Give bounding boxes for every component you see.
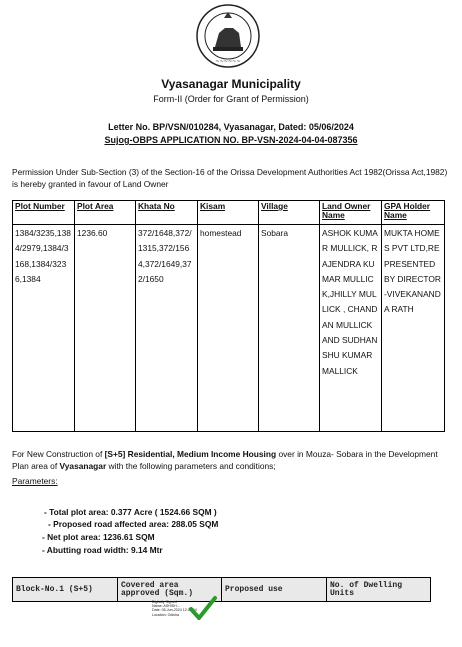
param-net-plot-area: - Net plot area: 1236.61 SQM bbox=[42, 532, 155, 542]
land-details-table bbox=[12, 200, 445, 432]
block-col-3: Proposed use bbox=[222, 578, 327, 602]
table-row bbox=[13, 225, 445, 432]
new-construction-text: For New Construction of [S+5] Residential, Medium Income Housing over in Mouza- Sobara in the Development Plan area of Vyasanagar with the following parameters and conditions; bbox=[12, 449, 438, 471]
block-col-1: Block-No.1 (S+5) bbox=[13, 578, 118, 602]
cell-plot-number: 1384/3235,1384/2979,1384/3168,1384/3236,1384 bbox=[13, 225, 75, 432]
col-khata-no: Khata No bbox=[136, 201, 198, 225]
signature-checkmark-icon bbox=[188, 595, 218, 621]
param-total-plot-area: - Total plot area: 0.377 Acre ( 1524.66 SQM ) bbox=[44, 507, 217, 517]
block-col-4: No. of Dwelling Units bbox=[327, 578, 431, 602]
cell-gpa-holder: MUKTA HOMES PVT LTD,REPRESENTED BY DIRECTOR-VIVEKANANDA RATH bbox=[382, 225, 445, 432]
permission-text: Permission Under Sub-Section (3) of the Section-16 of the Orissa Development Authorities Act 1982(Orissa Act,1982) is hereby granted in favour of Land Owner bbox=[12, 167, 448, 189]
col-plot-number: Plot Number bbox=[13, 201, 75, 225]
municipality-name: Vyasanagar Municipality bbox=[161, 77, 301, 91]
block-table bbox=[12, 577, 431, 602]
block-col-2: Covered area approved (Sqm.) bbox=[118, 578, 222, 602]
application-number: Sujog-OBPS APPLICATION NO. BP-VSN-2024-04-04-087356 bbox=[104, 135, 358, 145]
letter-number: Letter No. BP/VSN/010284, Vyasanagar, Dated: 05/06/2024 bbox=[108, 122, 354, 132]
col-village: Village bbox=[259, 201, 320, 225]
digital-signature: Digitally Signed Name: ASHISH... Date: 05-Jun-2024 12:33:24 Location: Odisha bbox=[152, 600, 197, 617]
area-name: Vyasanagar bbox=[59, 461, 107, 471]
table-header-row bbox=[13, 201, 445, 225]
svg-text:~~~~~~: ~~~~~~ bbox=[215, 59, 241, 65]
block-header-row bbox=[13, 578, 431, 602]
cell-village: Sobara bbox=[259, 225, 320, 432]
cell-land-owner: ASHOK KUMAR MULLICK, RAJENDRA KUMAR MULLICK,JHILLY MULLICK , CHANDAN MULLICK AND SUDHANSHU KUMAR MALLICK bbox=[320, 225, 382, 432]
cell-plot-area: 1236.60 bbox=[75, 225, 136, 432]
cell-kisam: homestead bbox=[198, 225, 259, 432]
param-road-affected-area: - Proposed road affected area: 288.05 SQM bbox=[48, 519, 219, 529]
floors-label: [S+5] bbox=[104, 449, 126, 459]
parameters-heading: Parameters: bbox=[12, 476, 58, 486]
cell-khata-no: 372/1648,372/1315,372/1564,372/1649,372/1650 bbox=[136, 225, 198, 432]
param-road-width: - Abutting road width: 9.14 Mtr bbox=[42, 545, 163, 555]
municipality-emblem-icon bbox=[191, 3, 265, 69]
col-kisam: Kisam bbox=[198, 201, 259, 225]
col-gpa-holder: GPA Holder Name bbox=[382, 201, 445, 225]
col-plot-area: Plot Area bbox=[75, 201, 136, 225]
use-label: Residential, Medium Income Housing bbox=[125, 449, 277, 459]
col-land-owner: Land Owner Name bbox=[320, 201, 382, 225]
form-title: Form-II (Order for Grant of Permission) bbox=[153, 94, 309, 104]
